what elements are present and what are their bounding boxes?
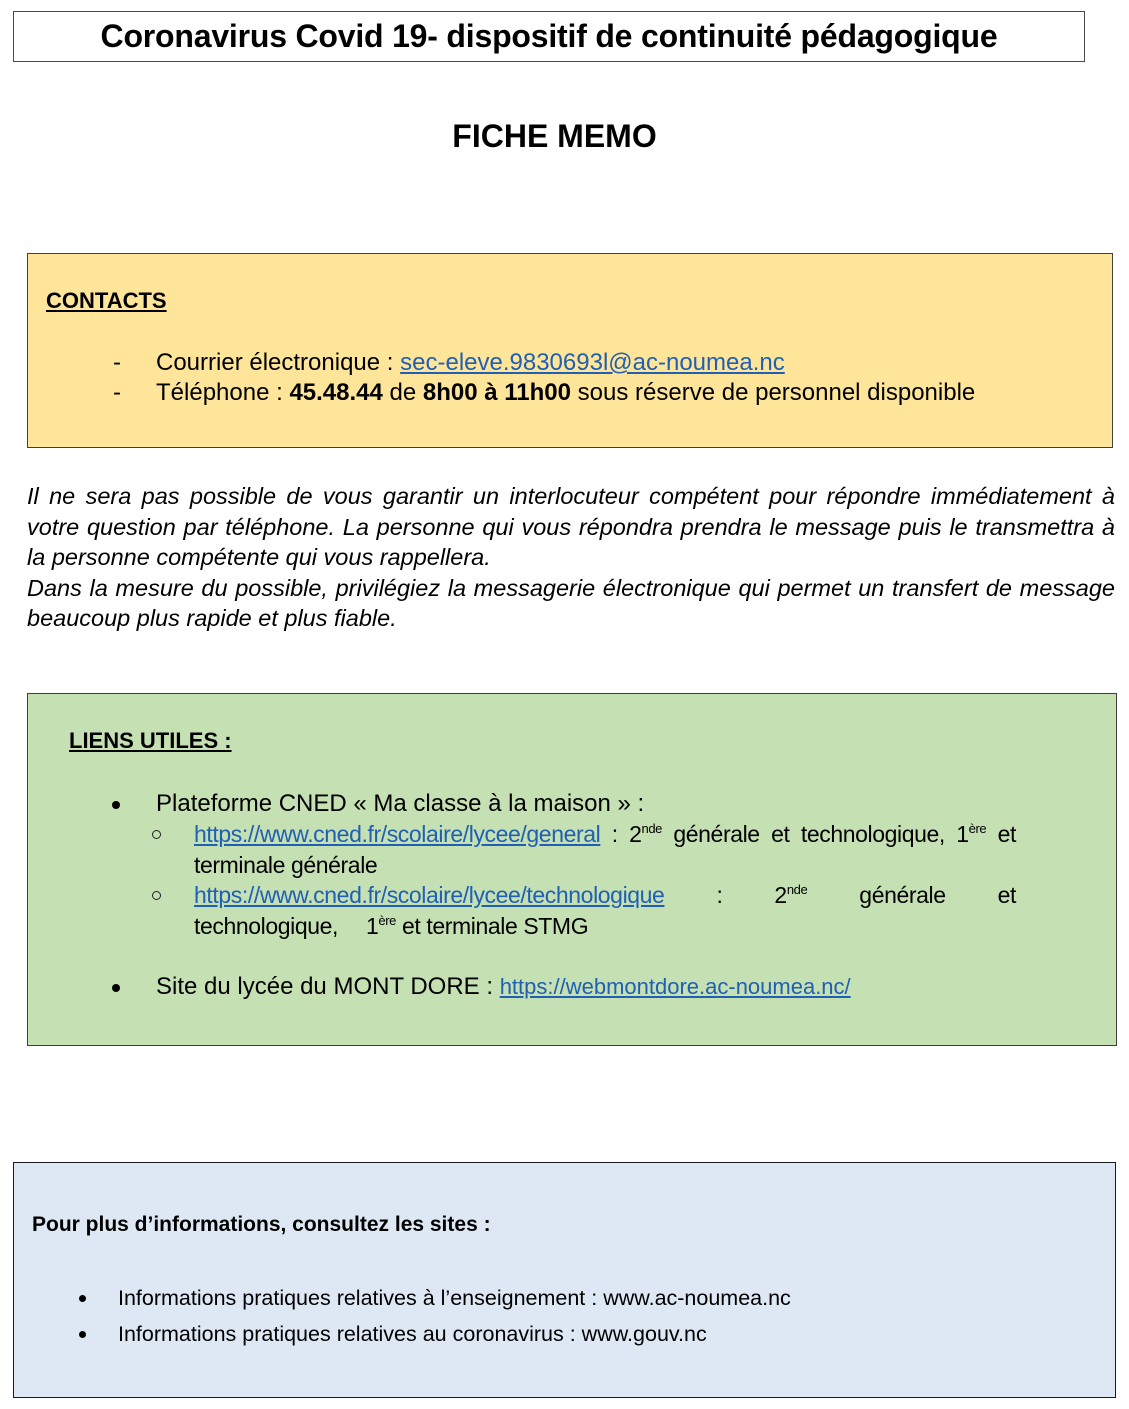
phone-number: 45.48.44 xyxy=(289,379,383,406)
phone-suffix: sous réserve de personnel disponible xyxy=(571,379,976,406)
bullet-icon xyxy=(79,1331,86,1338)
sub-text: : 2 xyxy=(600,821,642,847)
sub-text: générale et technologique, 1 xyxy=(194,882,1016,939)
links-list xyxy=(108,789,1016,1002)
links-heading: LIENS UTILES : xyxy=(69,728,232,753)
sub-text: générale et technologique, 1 xyxy=(662,821,969,847)
superscript: nde xyxy=(641,821,662,836)
contacts-heading: CONTACTS xyxy=(46,288,167,313)
cned-techno-link[interactable]: https://www.cned.fr/scolaire/lycee/technologique xyxy=(194,882,665,908)
cned-sub-list xyxy=(108,819,1016,941)
phone-middle: de xyxy=(382,379,423,406)
bullet-icon xyxy=(112,984,120,992)
notice-paragraph: Il ne sera pas possible de vous garantir un interlocuteur compétent pour répondre immédiatement à votre question par téléphone. La personne qui vous répondra prendra le message puis le transmettra à la personne compétente qui vous rappellera. xyxy=(27,483,1115,570)
cned-general-item xyxy=(108,819,1016,880)
email-link[interactable]: sec-eleve.9830693l@ac-noumea.nc xyxy=(400,349,785,376)
cned-label: Plateforme CNED « Ma classe à la maison » : xyxy=(156,790,645,817)
cned-item xyxy=(108,789,1016,941)
title-box xyxy=(13,11,1085,62)
school-site-link[interactable]: https://webmontdore.ac-noumea.nc/ xyxy=(499,974,851,999)
contacts-box xyxy=(27,253,1113,448)
contact-email-item xyxy=(113,348,975,378)
more-info-item xyxy=(76,1280,791,1316)
phone-notice xyxy=(27,481,1115,634)
cned-general-link[interactable]: https://www.cned.fr/scolaire/lycee/general xyxy=(194,821,601,847)
more-info-box xyxy=(13,1162,1116,1398)
memo-title: FICHE MEMO xyxy=(452,118,657,154)
useful-links-box xyxy=(27,693,1117,1046)
dash-marker: - xyxy=(113,379,121,406)
circle-bullet-icon xyxy=(152,891,161,900)
sub-text: : 2 xyxy=(664,882,787,908)
document-title: Coronavirus Covid 19- dispositif de continuité pédagogique xyxy=(100,18,998,54)
more-info-text: Informations pratiques relatives au coronavirus : www.gouv.nc xyxy=(118,1322,707,1346)
bullet-icon xyxy=(79,1295,86,1302)
cned-techno-item xyxy=(108,880,1016,941)
phone-label: Téléphone : xyxy=(156,379,290,406)
superscript: ère xyxy=(378,912,396,928)
dash-marker: - xyxy=(113,349,121,376)
more-info-list xyxy=(76,1280,791,1352)
school-site-label: Site du lycée du MONT DORE : xyxy=(156,973,500,1000)
sub-text: et terminale STMG xyxy=(396,912,589,939)
superscript: ère xyxy=(968,821,987,836)
notice-paragraph: Dans la mesure du possible, privilégiez la messagerie électronique qui permet un transfert de message beaucoup plus rapide et plus fiable. xyxy=(27,574,1115,631)
bullet-icon xyxy=(112,801,120,809)
more-info-text: Informations pratiques relatives à l’enseignement : www.ac-noumea.nc xyxy=(118,1286,791,1310)
circle-bullet-icon xyxy=(152,830,161,839)
school-site-item xyxy=(108,972,1016,1002)
contact-phone-item xyxy=(113,378,975,408)
superscript: nde xyxy=(786,882,808,897)
sub-text: et terminale générale xyxy=(194,821,1016,878)
phone-hours: 8h00 à 11h00 xyxy=(422,379,572,406)
email-label: Courrier électronique : xyxy=(156,349,401,376)
more-info-heading: Pour plus d’informations, consultez les sites : xyxy=(32,1213,491,1236)
contacts-list xyxy=(113,348,975,408)
more-info-item xyxy=(76,1316,791,1352)
